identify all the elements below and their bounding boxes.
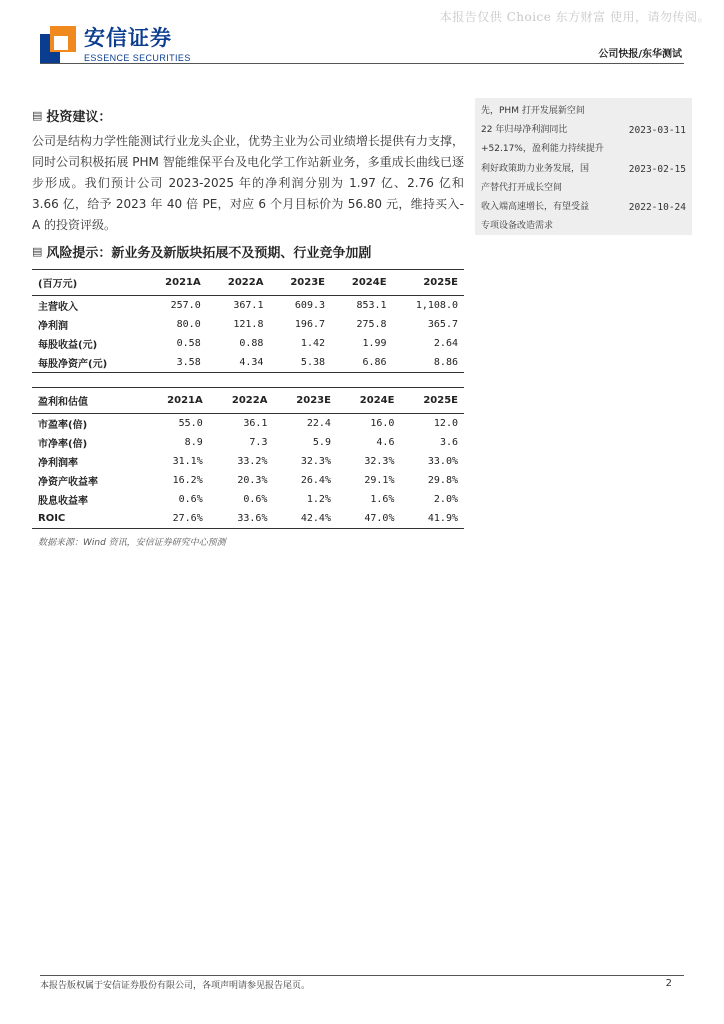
report-date: 2023-02-15 bbox=[628, 163, 686, 175]
table-cell: 5.9 bbox=[312, 437, 331, 448]
column-header: 2022A bbox=[231, 395, 268, 406]
list-item[interactable] bbox=[481, 160, 686, 179]
table-cell: 0.6% bbox=[178, 494, 203, 505]
column-header: 2024E bbox=[359, 395, 395, 406]
table-cell: 26.4% bbox=[300, 475, 331, 486]
table-row bbox=[32, 471, 464, 490]
table-cell: 0.58 bbox=[176, 338, 201, 349]
list-item[interactable] bbox=[481, 179, 686, 198]
logo-cn-text: 安信证券 bbox=[84, 26, 172, 50]
copyright-notice: 本报告版权属于安信证券股份有限公司，各项声明请参见报告尾页。 bbox=[40, 981, 311, 991]
column-header: 2021A bbox=[167, 395, 203, 406]
table-cell: 609.3 bbox=[294, 300, 326, 311]
table-cell: 121.8 bbox=[233, 319, 264, 330]
column-header: 2023E bbox=[296, 395, 331, 406]
list-item[interactable] bbox=[481, 217, 686, 236]
table-cell: 32.3% bbox=[364, 456, 395, 467]
report-title: 22 年归母净利润同比 bbox=[481, 125, 568, 136]
table-cell: 1.42 bbox=[300, 338, 326, 349]
table-cell: 41.9% bbox=[427, 512, 458, 524]
table-header-row bbox=[32, 388, 464, 414]
table-cell: 367.1 bbox=[233, 300, 264, 311]
table-cell: 2.0% bbox=[433, 494, 458, 505]
table-cell: 29.1% bbox=[364, 475, 395, 486]
table-row bbox=[32, 296, 464, 316]
table-cell: 12.0 bbox=[433, 418, 458, 429]
row-label: 净利润率 bbox=[38, 458, 78, 469]
table-row bbox=[32, 334, 464, 353]
row-label: 净资产收益率 bbox=[38, 477, 98, 488]
risk-title: 风险提示：新业务及新版块拓展不及预期、行业竞争加剧 bbox=[46, 246, 372, 261]
column-header: 2021A bbox=[165, 277, 201, 288]
table-row bbox=[32, 433, 464, 452]
company-logo bbox=[40, 26, 191, 64]
table-header-row bbox=[32, 270, 464, 296]
column-header: 2025E bbox=[423, 395, 458, 406]
table-cell: 275.8 bbox=[356, 319, 387, 330]
table-cell: 1,108.0 bbox=[415, 300, 458, 311]
table-cell: 1.2% bbox=[306, 494, 331, 505]
table-cell: 2.64 bbox=[433, 338, 458, 349]
table-cell: 0.88 bbox=[239, 338, 264, 349]
table-cell: 8.86 bbox=[433, 357, 458, 368]
table-cell: 36.1 bbox=[243, 418, 268, 429]
table-cell: 80.0 bbox=[176, 319, 201, 330]
table-cell: 27.6% bbox=[172, 512, 203, 524]
table-cell: 33.6% bbox=[237, 512, 268, 524]
table-cell: 4.34 bbox=[239, 357, 264, 368]
row-label: 股息收益率 bbox=[38, 496, 88, 507]
table-cell: 5.38 bbox=[300, 357, 326, 368]
table-cell: 33.2% bbox=[237, 456, 268, 467]
column-header: 2024E bbox=[351, 277, 387, 288]
table-cell: 1.6% bbox=[370, 494, 395, 505]
recommendation-heading bbox=[32, 106, 464, 125]
column-header: 2023E bbox=[290, 277, 326, 288]
table-cell: 6.86 bbox=[362, 357, 387, 368]
table-cell: 196.7 bbox=[294, 319, 326, 330]
logo-en-text: ESSENCE SECURITIES bbox=[84, 53, 191, 63]
table-row bbox=[32, 315, 464, 334]
related-reports-panel bbox=[475, 98, 692, 235]
table-cell: 0.6% bbox=[243, 494, 268, 505]
data-source-note: 数据来源：Wind 资讯，安信证券研究中心预测 bbox=[38, 537, 226, 548]
report-date: 2023-03-11 bbox=[628, 125, 686, 137]
table-cell: 29.8% bbox=[427, 475, 458, 486]
table-row bbox=[32, 509, 464, 528]
list-bullet-icon: ▤ bbox=[32, 245, 43, 258]
table-cell: 3.6 bbox=[439, 437, 458, 448]
list-item[interactable] bbox=[481, 102, 686, 121]
valuation-table bbox=[32, 387, 464, 529]
table-row bbox=[32, 490, 464, 509]
row-label: 每股净资产(元) bbox=[38, 359, 108, 370]
table-cell: 55.0 bbox=[178, 418, 203, 429]
main-content bbox=[32, 106, 464, 548]
report-title: 利好政策助力业务发展，国 bbox=[481, 163, 590, 174]
report-title: 产替代打开成长空间 bbox=[481, 182, 563, 193]
column-header: (百万元) bbox=[38, 279, 78, 290]
table-cell: 33.0% bbox=[427, 456, 458, 467]
table-cell: 257.0 bbox=[170, 300, 201, 311]
column-header: 2025E bbox=[423, 277, 458, 288]
recommendation-text: 公司是结构力学性能测试行业龙头企业，优势主业为公司业绩增长提供有力支撑，同时公司积极拓展 PHM 智能维保平台及电化学工作站新业务，多重成长曲线已逐步形成。我们预计公司 2023-2025 年的净利润分别为 1.97 亿、2.76 亿和 3.66 亿，给予 2023 年 40 倍 PE，对应 6 个月目标价为 56.80 元，维持买入-A 的投资评级。 bbox=[32, 134, 465, 232]
report-date: 2022-10-24 bbox=[628, 202, 686, 214]
financial-summary-table bbox=[32, 269, 464, 373]
table-cell: 16.2% bbox=[172, 475, 203, 486]
header-divider bbox=[40, 63, 684, 64]
table-row bbox=[32, 414, 464, 434]
table-cell: 47.0% bbox=[364, 512, 395, 524]
table-row bbox=[32, 353, 464, 373]
table-cell: 16.0 bbox=[370, 418, 395, 429]
row-label: 净利润 bbox=[38, 321, 68, 332]
watermark: 本报告仅供 Choice 东方财富 使用，请勿传阅。 bbox=[439, 10, 710, 24]
row-label: 主营收入 bbox=[38, 302, 78, 313]
report-title: +52.17%，盈利能力持续提升 bbox=[481, 144, 604, 155]
list-item[interactable] bbox=[481, 121, 686, 140]
table-cell: 32.3% bbox=[300, 456, 331, 467]
table-cell: 42.4% bbox=[300, 512, 331, 524]
table-cell: 31.1% bbox=[172, 456, 203, 467]
table-cell: 22.4 bbox=[306, 418, 331, 429]
report-title: 先，PHM 打开发展新空间 bbox=[481, 106, 585, 116]
row-label: 市盈率(倍) bbox=[38, 420, 88, 431]
report-type-label: 公司快报/东华测试 bbox=[598, 49, 682, 60]
table-row bbox=[32, 452, 464, 471]
column-header: 盈利和估值 bbox=[38, 397, 88, 408]
row-label: ROIC bbox=[38, 512, 66, 524]
footer-divider bbox=[40, 975, 684, 976]
table-cell: 853.1 bbox=[356, 300, 387, 311]
table-cell: 8.9 bbox=[184, 437, 203, 448]
report-title: 收入端高速增长，有望受益 bbox=[481, 202, 590, 213]
table-cell: 7.3 bbox=[249, 437, 268, 448]
list-item[interactable] bbox=[481, 140, 686, 159]
list-item[interactable] bbox=[481, 198, 686, 217]
row-label: 每股收益(元) bbox=[38, 340, 98, 351]
recommendation-title: 投资建议： bbox=[46, 110, 112, 125]
table-cell: 3.58 bbox=[176, 357, 201, 368]
risk-heading bbox=[32, 242, 464, 261]
table-cell: 4.6 bbox=[376, 437, 395, 448]
logo-icon bbox=[40, 26, 76, 64]
column-header: 2022A bbox=[227, 277, 264, 288]
report-title: 专项设备改造需求 bbox=[481, 221, 554, 232]
page-number: 2 bbox=[665, 978, 672, 989]
table-cell: 20.3% bbox=[237, 475, 268, 486]
table-cell: 365.7 bbox=[427, 319, 458, 330]
table-cell: 1.99 bbox=[362, 338, 387, 349]
row-label: 市净率(倍) bbox=[38, 439, 88, 450]
list-bullet-icon: ▤ bbox=[32, 109, 43, 122]
